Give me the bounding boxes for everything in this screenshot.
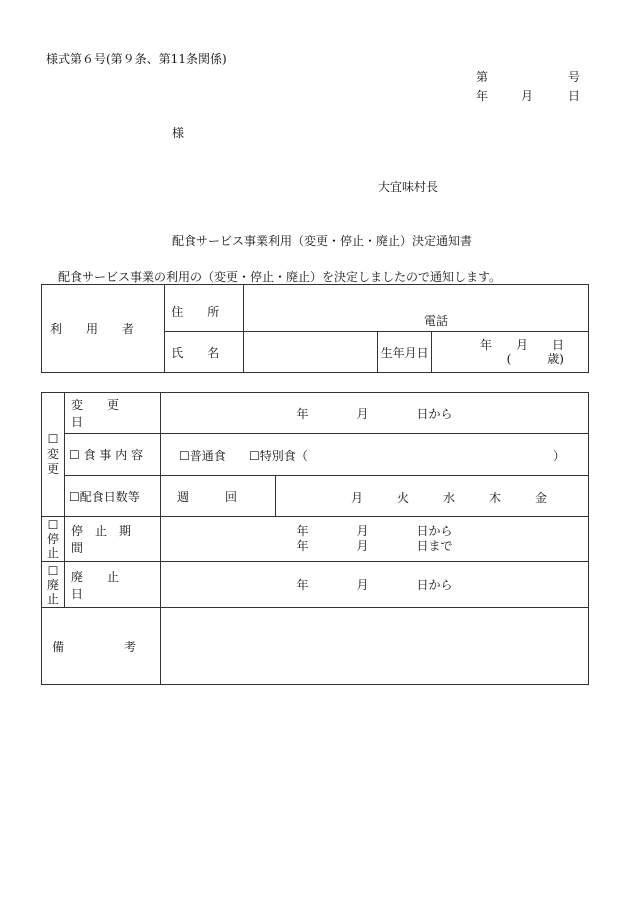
form-number-label: 様式第６号(第９条、第11条関係) bbox=[46, 52, 227, 66]
meal-special-checkbox[interactable]: ☐特別食（ bbox=[249, 449, 308, 463]
change-date-label: 変 更 日 bbox=[71, 398, 144, 429]
stop-to-value: 年 月 日まで bbox=[296, 539, 453, 553]
abolish-date-label: 廃 止 日 bbox=[71, 569, 144, 601]
stop-section-cell bbox=[42, 517, 65, 562]
change-date-label-cell bbox=[65, 393, 161, 434]
user-label-cell bbox=[42, 285, 165, 373]
name-field[interactable] bbox=[244, 332, 378, 373]
birth-ymd: 年 月 日 bbox=[479, 338, 564, 352]
stop-checkbox[interactable]: ☐ bbox=[47, 518, 59, 532]
abolish-date-value: 年 月 日から bbox=[296, 578, 453, 592]
birth-label-cell bbox=[378, 332, 431, 373]
change-date-field[interactable] bbox=[161, 393, 589, 434]
stop-period-label: 停 止 期 間 bbox=[71, 524, 144, 555]
remarks-label-cell bbox=[42, 608, 161, 685]
weekday-wed[interactable]: 水 bbox=[443, 491, 456, 505]
birth-field[interactable] bbox=[431, 332, 588, 373]
birth-label: 生年月日 bbox=[380, 345, 429, 360]
age-text: ( 歳) bbox=[506, 352, 564, 366]
remarks-label: 備 考 bbox=[52, 639, 137, 654]
meal-label-cell bbox=[65, 434, 161, 476]
meal-field bbox=[161, 434, 589, 476]
user-label: 利 用 者 bbox=[50, 322, 135, 336]
abolish-section-label: 廃止 bbox=[47, 577, 60, 606]
address-label-cell bbox=[165, 285, 244, 332]
meal-label[interactable]: ☐ 食 事 内 容 bbox=[69, 448, 144, 462]
doc-number-suffix: 号 bbox=[568, 70, 581, 84]
weekday-thu[interactable]: 木 bbox=[489, 491, 502, 505]
sender-name: 大宜味村長 bbox=[378, 180, 439, 194]
meal-special-close: ） bbox=[553, 449, 566, 463]
stop-from-value: 年 月 日から bbox=[296, 524, 453, 538]
per-week-value: 週 回 bbox=[177, 489, 238, 504]
days-label-cell bbox=[65, 476, 161, 517]
abolish-section-cell bbox=[42, 562, 65, 608]
abolish-checkbox[interactable]: ☐ bbox=[47, 563, 59, 578]
stop-period-label-cell bbox=[65, 517, 161, 562]
change-date-value: 年 月 日から bbox=[296, 406, 453, 421]
date-year: 年 bbox=[476, 89, 489, 103]
stop-section-label: 停止 bbox=[47, 532, 60, 560]
date-day: 日 bbox=[568, 89, 581, 103]
address-label: 住 所 bbox=[171, 305, 220, 319]
name-label: 氏 名 bbox=[171, 345, 220, 360]
doc-number-prefix: 第 bbox=[476, 70, 489, 84]
change-table bbox=[41, 392, 589, 685]
per-week-field[interactable] bbox=[161, 476, 276, 517]
intro-text: 配食サービス事業の利用の（変更・停止・廃止）を決定しましたので通知します。 bbox=[58, 270, 502, 284]
weekday-mon[interactable]: 月 bbox=[351, 491, 364, 505]
date-month: 月 bbox=[521, 89, 534, 103]
abolish-date-label-cell bbox=[65, 562, 161, 608]
weekday-fri[interactable]: 金 bbox=[535, 491, 548, 505]
address-field[interactable] bbox=[244, 285, 589, 332]
phone-label: 電話 bbox=[424, 314, 449, 328]
change-section-label: 変更 bbox=[47, 447, 60, 476]
stop-period-field[interactable] bbox=[161, 517, 589, 562]
addressee-honorific: 様 bbox=[172, 126, 185, 140]
days-label[interactable]: ☐配食日数等 bbox=[69, 489, 140, 504]
remarks-field[interactable] bbox=[161, 608, 589, 685]
abolish-date-field[interactable] bbox=[161, 562, 589, 608]
weekday-field bbox=[276, 476, 589, 517]
name-label-cell bbox=[165, 332, 244, 373]
meal-normal-checkbox[interactable]: ☐普通食 bbox=[179, 449, 226, 463]
weekday-tue[interactable]: 火 bbox=[397, 491, 410, 505]
user-table bbox=[41, 284, 589, 373]
change-section-cell bbox=[42, 393, 65, 517]
change-checkbox[interactable]: ☐ bbox=[47, 432, 59, 446]
document-title: 配食サービス事業利用（変更・停止・廃止）決定通知書 bbox=[172, 234, 473, 248]
